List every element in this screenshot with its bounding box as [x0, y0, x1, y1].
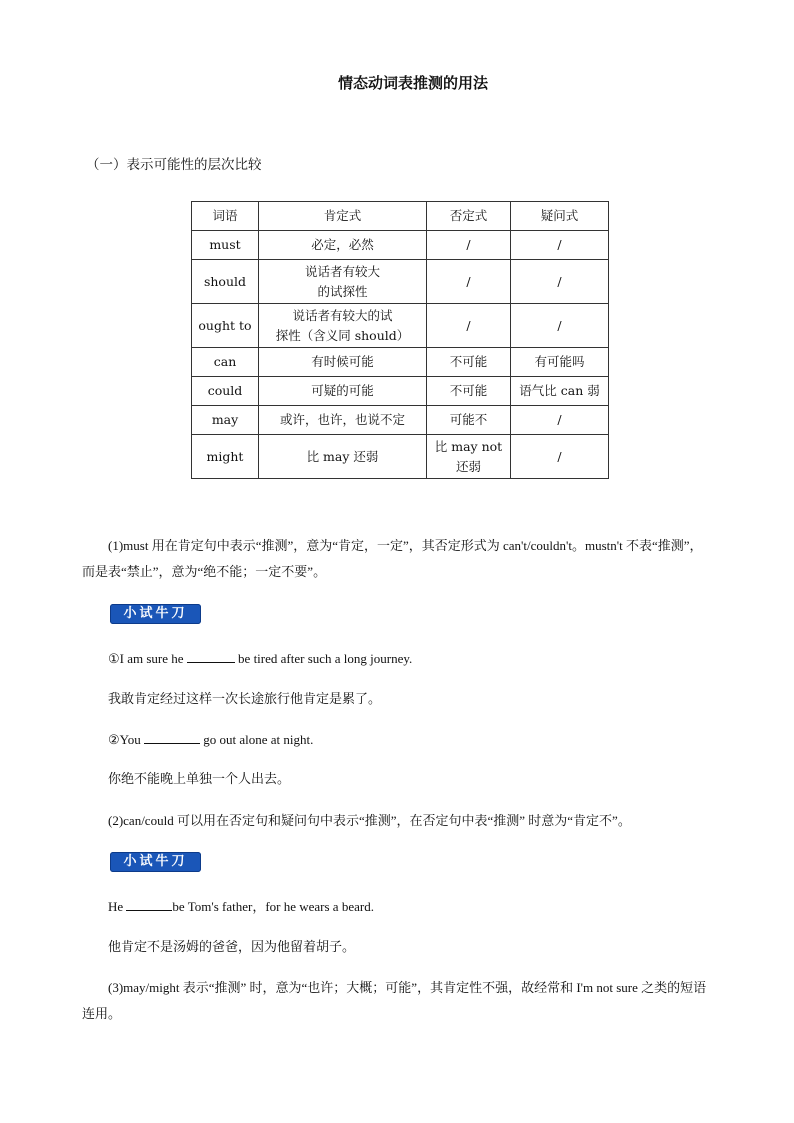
table-header-affirmative: 肯定式 [259, 202, 427, 231]
table-cell-interrogative: / [511, 304, 609, 348]
table-cell-line: 说话者有较大的试 [292, 307, 393, 323]
table-cell-negative: / [427, 260, 511, 304]
modal-verb-table [191, 201, 609, 479]
table-cell-word: should [192, 260, 259, 304]
table-row [192, 435, 609, 479]
example-translation-1: 我敢肯定经过这样一次长途旅行他肯定是累了。 [108, 692, 382, 707]
table-cell-line: 探性（含义同 should） [275, 327, 410, 343]
example-text: ②You [108, 732, 144, 747]
table-cell-line: 比 may not [434, 438, 503, 454]
table-cell-word: might [192, 435, 259, 479]
table-cell-interrogative: / [511, 435, 609, 479]
table-cell-word: can [192, 348, 259, 377]
table-header-word: 词语 [192, 202, 259, 231]
table-cell-interrogative: / [511, 260, 609, 304]
table-header-negative: 否定式 [427, 202, 511, 231]
table-header-row [192, 202, 609, 231]
practice-badge: 小试牛刀 [110, 852, 201, 872]
table-cell-negative: / [427, 231, 511, 260]
table-cell-affirmative: 比 may 还弱 [259, 435, 427, 479]
example-text: be tired after such a long journey. [234, 651, 413, 666]
example-text: go out alone at night. [200, 732, 314, 747]
rule-paragraph-must: (1)must 用在肯定句中表示“推测”，意为“肯定，一定”，其否定形式为 can't/couldn't。mustn't 不表“推测”，而是表“禁止”，意为“绝不能；一定不要”。 [82, 538, 703, 579]
table-cell-line: 的试探性 [317, 283, 368, 299]
table-row [192, 377, 609, 406]
table-cell-negative: 不可能 [427, 377, 511, 406]
table-cell-negative: / [427, 304, 511, 348]
example-sentence-3 [108, 894, 740, 920]
table-cell-word: must [192, 231, 259, 260]
example-sentence-1 [108, 646, 740, 672]
table-cell-affirmative [259, 304, 427, 348]
answer-blank [187, 650, 235, 663]
table-row [192, 304, 609, 348]
answer-blank [144, 731, 200, 744]
table-cell-interrogative: / [511, 406, 609, 435]
table-cell-negative: 可能不 [427, 406, 511, 435]
rule-paragraph-may-might: (3)may/might 表示“推测” 时，意为“也许；大概；可能”，其肯定性不强，故经常和 I'm not sure 之类的短语连用。 [82, 980, 707, 1021]
table-row [192, 260, 609, 304]
table-cell-affirmative [259, 260, 427, 304]
table-cell-line: 还弱 [455, 458, 481, 474]
table-row [192, 406, 609, 435]
example-translation-2: 你绝不能晚上单独一个人出去。 [108, 772, 291, 787]
table-cell-line: 说话者有较大 [304, 263, 380, 279]
table-cell-negative: 不可能 [427, 348, 511, 377]
table-cell-affirmative: 或许，也许，也说不定 [259, 406, 427, 435]
page-title: 情态动词表推测的用法 [337, 74, 488, 92]
example-text: be Tom's father，for he wears a beard. [172, 899, 374, 914]
table-cell-affirmative: 必定，必然 [259, 231, 427, 260]
table-cell-negative [427, 435, 511, 479]
example-text: ①I am sure he [108, 651, 187, 666]
table-row [192, 348, 609, 377]
table-cell-affirmative: 有时候可能 [259, 348, 427, 377]
example-text: He [108, 899, 127, 914]
rule-paragraph-can-could: (2)can/could 可以用在否定句和疑问句中表示“推测”，在否定句中表“推测” 时意为“肯定不”。 [108, 813, 631, 828]
example-translation-3: 他肯定不是汤姆的爸爸，因为他留着胡子。 [108, 940, 356, 955]
table-cell-interrogative: 有可能吗 [511, 348, 609, 377]
practice-badge: 小试牛刀 [110, 604, 201, 624]
table-cell-interrogative: / [511, 231, 609, 260]
table-cell-word: ought to [192, 304, 259, 348]
table-row [192, 231, 609, 260]
section-heading: （一）表示可能性的层次比较 [86, 157, 262, 173]
table-cell-word: may [192, 406, 259, 435]
example-sentence-2 [108, 727, 740, 753]
table-cell-word: could [192, 377, 259, 406]
table-header-interrogative: 疑问式 [511, 202, 609, 231]
table-cell-affirmative: 可疑的可能 [259, 377, 427, 406]
table-cell-interrogative: 语气比 can 弱 [511, 377, 609, 406]
answer-blank [126, 898, 172, 911]
